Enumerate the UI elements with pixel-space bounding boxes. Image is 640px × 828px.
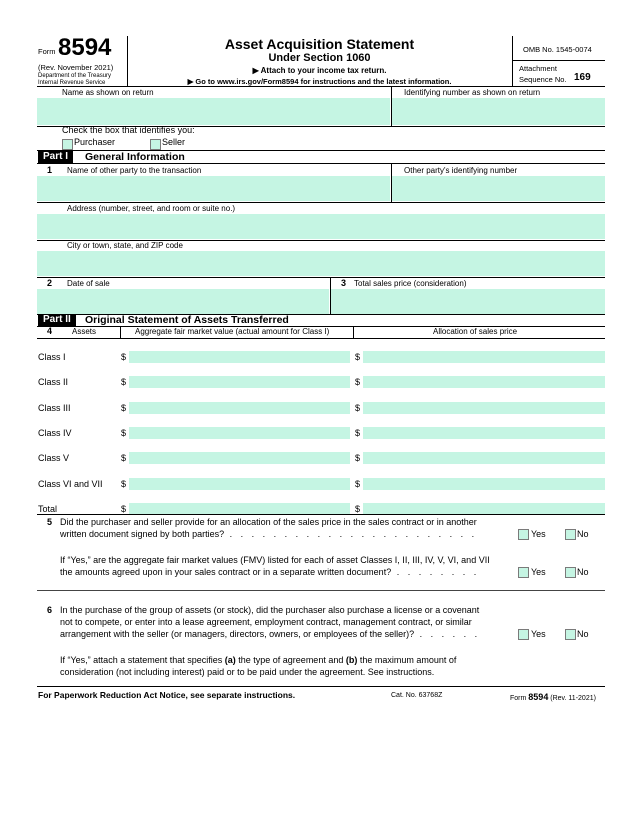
purchaser-checkbox[interactable] <box>62 139 73 150</box>
line2-label: Date of sale <box>67 279 110 288</box>
fmv-dollar-sign: $ <box>121 453 127 463</box>
revision-date: (Rev. November 2021) <box>38 63 114 72</box>
fmv-input[interactable] <box>129 452 350 464</box>
catalog-number: Cat. No. 63768Z <box>391 692 443 699</box>
fmv-dollar-sign: $ <box>121 479 127 489</box>
omb-number: OMB No. 1545-0074 <box>523 45 592 54</box>
city-input[interactable] <box>37 251 605 276</box>
line5b-yes-checkbox[interactable] <box>518 567 529 578</box>
asset-class-label: Class VI and VII <box>38 479 103 489</box>
asset-class-label: Class V <box>38 453 70 463</box>
allocation-column-header: Allocation of sales price <box>433 327 518 336</box>
part2-label: Part II <box>38 314 76 326</box>
other-party-name-input[interactable] <box>37 176 390 201</box>
department: Department of the Treasury <box>38 73 112 79</box>
line6-question-line3: arrangement with the seller (or managers, directors, owners, or employees of the seller)? . . . . . . <box>60 629 481 639</box>
allocation-dollar-sign: $ <box>355 504 361 514</box>
line5-question-line2: written document signed by both parties? . . . . . . . . . . . . . . . . . . . . . . . <box>60 529 478 539</box>
address-label: Address (number, street, and room or suite no.) <box>67 204 236 213</box>
line5b-no-label: No <box>577 567 589 577</box>
allocation-input[interactable] <box>363 402 605 414</box>
attachment-label: Attachment <box>519 64 557 73</box>
line2-number: 2 <box>47 278 53 288</box>
line5-question-line1: Did the purchaser and seller provide for an allocation of the sales price in the sales contract or in another <box>60 517 477 527</box>
line1-label: Name of other party to the transaction <box>67 166 202 175</box>
fmv-column-header: Aggregate fair market value (actual amount for Class I) <box>135 327 330 336</box>
allocation-dollar-sign: $ <box>355 352 361 362</box>
paperwork-notice: For Paperwork Reduction Act Notice, see separate instructions. <box>38 690 296 700</box>
line5-number: 5 <box>47 517 53 527</box>
part1-title: General Information <box>85 151 185 163</box>
line5-no-checkbox[interactable] <box>565 529 576 540</box>
website-instruction[interactable]: ▶ Go to www.irs.gov/Form8594 for instructions and the latest information. <box>187 77 452 86</box>
allocation-dollar-sign: $ <box>355 428 361 438</box>
allocation-dollar-sign: $ <box>355 453 361 463</box>
allocation-input[interactable] <box>363 427 605 439</box>
part2-title: Original Statement of Assets Transferred <box>85 314 289 326</box>
line3-label: Total sales price (consideration) <box>354 279 467 288</box>
other-id-label: Other party's identifying number <box>404 166 518 175</box>
line5-no-label: No <box>577 529 589 539</box>
fmv-dollar-sign: $ <box>121 403 127 413</box>
allocation-input[interactable] <box>363 376 605 388</box>
line6-no-checkbox[interactable] <box>565 629 576 640</box>
sequence-number: 169 <box>574 72 591 83</box>
form-subtitle: Under Section 1060 <box>268 52 371 64</box>
line6-question-line1: In the purchase of the group of assets (or stock), did the purchaser also purchase a license or a covenant <box>60 605 480 615</box>
allocation-dollar-sign: $ <box>355 479 361 489</box>
form-number: 8594 <box>58 34 112 61</box>
line5b-yes-label: Yes <box>531 567 546 577</box>
footer-form-id: Form 8594 (Rev. 11-2021) <box>510 692 596 702</box>
form-word: Form <box>38 47 56 56</box>
allocation-input[interactable] <box>363 478 605 490</box>
line5-yes-label: Yes <box>531 529 546 539</box>
line5-followup-line2: the amounts agreed upon in your sales contract or in a separate written document? . . . . . . . . <box>60 567 480 577</box>
check-instruction: Check the box that identifies you: <box>62 125 195 135</box>
fmv-input[interactable] <box>129 427 350 439</box>
fmv-input[interactable] <box>129 402 350 414</box>
asset-class-label: Class III <box>38 403 71 413</box>
allocation-dollar-sign: $ <box>355 377 361 387</box>
fmv-input[interactable] <box>129 376 350 388</box>
allocation-input[interactable] <box>363 452 605 464</box>
fmv-dollar-sign: $ <box>121 428 127 438</box>
name-input[interactable] <box>37 98 390 125</box>
other-party-id-input[interactable] <box>392 176 605 201</box>
attach-instruction: ▶ Attach to your income tax return. <box>252 66 387 75</box>
date-of-sale-input[interactable] <box>37 289 329 314</box>
part1-label: Part I <box>38 151 73 163</box>
line6-yes-checkbox[interactable] <box>518 629 529 640</box>
fmv-dollar-sign: $ <box>121 504 127 514</box>
form-title: Asset Acquisition Statement <box>224 36 415 52</box>
assets-column-header: Assets <box>72 327 97 336</box>
seller-label: Seller <box>162 137 186 147</box>
asset-class-label: Class II <box>38 377 69 387</box>
line6-followup-line2: consideration (not including interest) paid or to be paid under the agreement. See instructions. <box>60 667 435 677</box>
id-label: Identifying number as shown on return <box>404 88 541 97</box>
line6-followup-line1: If “Yes,” attach a statement that specifies (a) the type of agreement and (b) the maximum amount of <box>60 655 457 665</box>
total-sales-price-input[interactable] <box>331 289 605 314</box>
address-input[interactable] <box>37 214 605 239</box>
name-label: Name as shown on return <box>62 88 154 97</box>
line5-followup-line1: If “Yes,” are the aggregate fair market values (FMV) listed for each of asset Classes I, II, III, IV, V, VI, and VII <box>60 555 490 565</box>
line6-number: 6 <box>47 605 53 615</box>
allocation-input[interactable] <box>363 351 605 363</box>
agency: Internal Revenue Service <box>38 80 106 86</box>
allocation-dollar-sign: $ <box>355 403 361 413</box>
line5b-no-checkbox[interactable] <box>565 567 576 578</box>
line4-number: 4 <box>47 326 53 336</box>
id-input[interactable] <box>392 98 605 125</box>
fmv-input[interactable] <box>129 351 350 363</box>
fmv-dollar-sign: $ <box>121 352 127 362</box>
asset-class-label: Total <box>38 504 58 514</box>
line6-no-label: No <box>577 629 589 639</box>
seller-checkbox[interactable] <box>150 139 161 150</box>
line1-number: 1 <box>47 165 53 175</box>
city-label: City or town, state, and ZIP code <box>67 241 183 250</box>
line5-yes-checkbox[interactable] <box>518 529 529 540</box>
fmv-dollar-sign: $ <box>121 377 127 387</box>
asset-class-label: Class I <box>38 352 66 362</box>
sequence-label: Sequence No. <box>519 75 567 84</box>
line3-number: 3 <box>341 278 347 288</box>
line6-yes-label: Yes <box>531 629 546 639</box>
asset-class-label: Class IV <box>38 428 72 438</box>
purchaser-label: Purchaser <box>74 137 116 147</box>
fmv-input[interactable] <box>129 478 350 490</box>
line6-question-line2: not to compete, or enter into a lease agreement, employment contract, management contract, or similar <box>60 617 472 627</box>
